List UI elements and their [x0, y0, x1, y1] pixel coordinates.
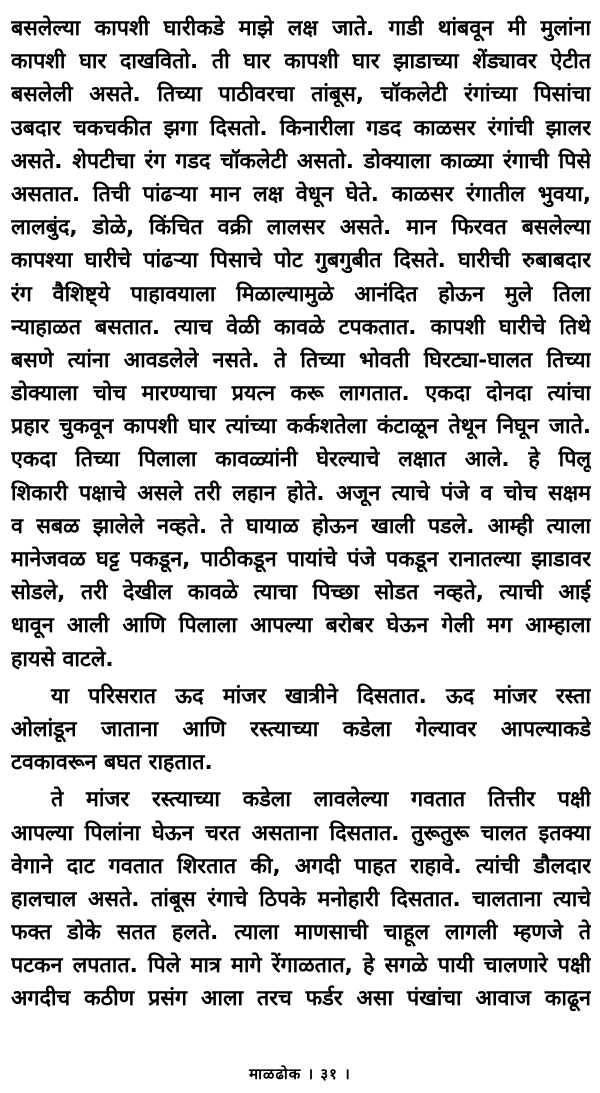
- text-line: बसणे त्यांना आवडलेले नसते. ते तिच्या भोवती घिरट्या-घालत तिच्या: [11, 347, 591, 373]
- text-line: असतात. तिची पांढऱ्या मान लक्ष वेधून घेते. काळसर रंगातील भुवया,: [11, 181, 591, 207]
- text-line: एकदा तिच्या पिलाला कावळ्यांनी घेरल्याचे लक्षात आले. हे पिलू: [11, 447, 591, 473]
- text-line: या परिसरात ऊद मांजर खात्रीने दिसतात. ऊद मांजर रस्ता: [51, 683, 591, 709]
- text-line: आपल्या पिलांना घेऊन चरत असताना दिसतात. तुरूतुरू चालत इतक्या: [11, 820, 591, 846]
- text-line: शिकारी पक्षाचे असले तरी लहान होते. अजून त्याचे पंजे व चोच सक्षम: [11, 480, 591, 506]
- text-line: ते मांजर रस्त्याच्या कडेला लावलेल्या गवतात तित्तीर पक्षी: [51, 787, 591, 813]
- text-line: उबदार चकचकीत झगा दिसतो. किनारीला गडद काळसर रंगांची झालर: [11, 115, 591, 141]
- page-footer: माळढोक । ३१ ।: [249, 1065, 351, 1083]
- text-line: धावून आली आणि पिलाला आपल्या बरोबर घेऊन गेली मग आम्हाला: [11, 613, 591, 639]
- text-line: प्रहार चुकवून कापशी घार त्यांच्या कर्कशतेला कंटाळून तेथून निघून जाते.: [11, 414, 591, 440]
- text-line: न्याहाळत बसतात. त्याच वेळी कावळे टपकतात. कापशी घारीचे तिथे: [11, 314, 591, 340]
- text-line: हायसे वाटले.: [11, 646, 114, 672]
- text-line: बसलेल्या कापशी घारीकडे माझे लक्ष जाते. गाडी थांबवून मी मुलांना: [11, 16, 591, 41]
- text-line: असते. शेपटीचा रंग गडद चॉकलेटी असतो. डोक्याला काळ्या रंगाची पिसे: [11, 148, 591, 174]
- text-line: लालबुंद, डोळे, किंचित वक्री लालसर असते. मान फिरवत बसलेल्या: [11, 215, 591, 241]
- text-line: सोडले, तरी देखील कावळे त्याचा पिच्छा सोडत नव्हते, त्याची आई: [11, 580, 591, 606]
- text-line: टवकावरून बघत राहतात.: [11, 750, 213, 776]
- text-line: व सबळ झालेले नव्हते. ते घायाळ होऊन खाली पडले. आम्ही त्याला: [11, 513, 591, 539]
- body-text: [11, 12, 591, 1016]
- text-line: पटकन लपतात. पिले मात्र मागे रेंगाळतात, हे सगळे पायी चालणारे पक्षी: [11, 953, 591, 979]
- text-line: मानेजवळ घट्ट पकडून, पाठीकडून पायांचे पंजे पकडून रानातल्या झाडावर: [11, 547, 591, 572]
- text-line: बसलेली असते. तिच्या पाठीवरचा तांबूस, चॉकलेटी रंगांच्या पिसांचा: [11, 82, 591, 108]
- text-line: अगदीच कठीण प्रसंग आला तरच फर्डर असा पंखांचा आवाज काढून: [11, 986, 591, 1012]
- text-line: हालचाल असते. तांबूस रंगाचे ठिपके मनोहारी दिसतात. चालताना त्याचे: [11, 886, 591, 912]
- text-line: ओलांडून जाताना आणि रस्त्याच्या कडेला गेल्यावर आपल्याकडे: [11, 716, 591, 742]
- text-line: कापश्या घारीचे पांढऱ्या पिसाचे पोट गुबगुबीत दिसते. घारीची रुबाबदार: [11, 248, 591, 274]
- text-line: रंग वैशिष्ट्ये पाहावयाला मिळाल्यामुळे आनंदित होऊन मुले तिला: [11, 281, 591, 307]
- text-line: फक्त डोके सतत हलते. त्याला माणसाची चाहूल लागली म्हणजे ते: [11, 920, 591, 946]
- text-line: वेगाने दाट गवतात शिरतात की, अगदी पाहत राहावे. त्यांची डौलदार: [11, 853, 591, 879]
- text-line: डोक्याला चोच मारण्याचा प्रयत्न करू लागतात. एकदा दोनदा त्यांचा: [11, 381, 591, 407]
- text-line: कापशी घार दाखवितो. ती घार कापशी घार झाडाच्या शेंड्यावर ऐटीत: [11, 49, 591, 75]
